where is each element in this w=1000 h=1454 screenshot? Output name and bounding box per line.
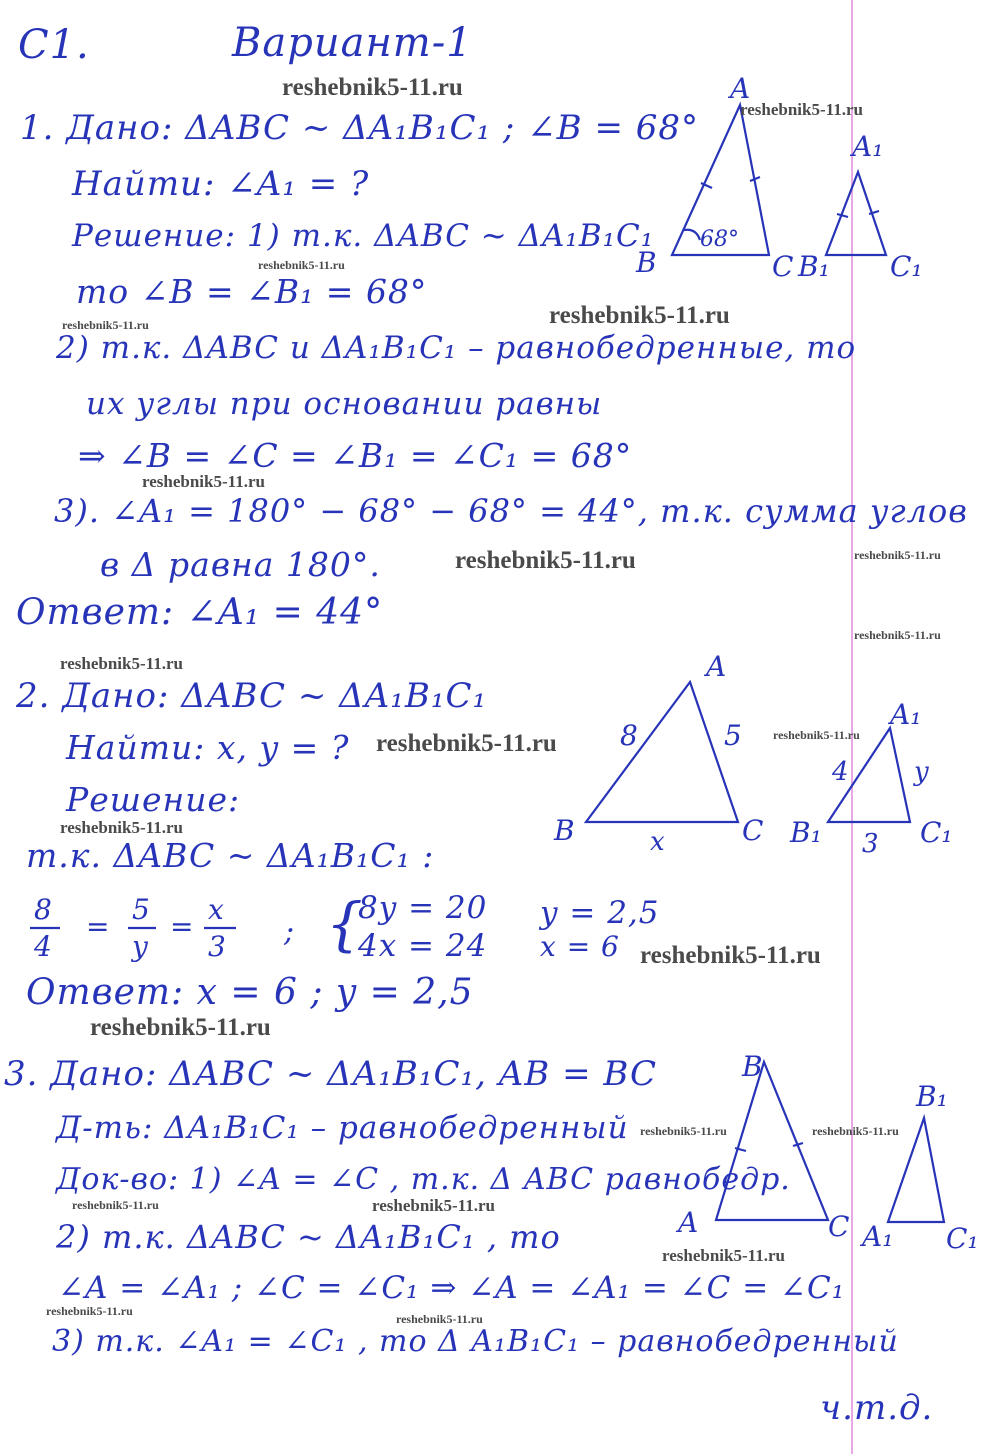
p1-solution-2c: ⇒ ∠B = ∠C = ∠B₁ = ∠C₁ = 68° (78, 436, 633, 475)
p2-fig-side-a1b1: 4 (832, 757, 849, 787)
p2-fig-label-b1: B₁ (790, 816, 822, 849)
p1-fig-label-b1: B₁ (798, 250, 830, 283)
p2-find: Найти: x, y = ? (66, 728, 350, 767)
p2-fig-side-b1c1: 3 (862, 829, 879, 859)
p3-fig-label-a1: A₁ (862, 1220, 894, 1253)
p2-system-brace: { (326, 890, 364, 958)
p2-fraction-2-den: y (132, 930, 149, 963)
watermark: reshebnik5-11.ru (396, 1312, 483, 1326)
p1-solution-1b: то ∠B = ∠B₁ = 68° (76, 272, 428, 311)
p2-result-x: x = 6 (540, 930, 620, 963)
p2-system-eq-2: 4x = 24 (358, 928, 488, 964)
watermark: reshebnik5-11.ru (258, 258, 345, 272)
p2-system-eq-1: 8y = 20 (358, 890, 488, 926)
p2-semicolon: ; (284, 914, 296, 949)
section-label: С1. (18, 22, 90, 68)
watermark: reshebnik5-11.ru (72, 1198, 159, 1212)
p1-fig-label-b: B (636, 246, 657, 279)
watermark: reshebnik5-11.ru (60, 818, 183, 837)
p3-proof-1: Док-во: 1) ∠A = ∠C , т.к. Δ ABC равнобедр. (56, 1162, 791, 1197)
p3-fig-label-a: A (678, 1206, 699, 1239)
watermark: reshebnik5-11.ru (773, 728, 860, 742)
p3-qed: ч.т.д. (820, 1388, 934, 1428)
p3-triangle-abc (716, 1062, 828, 1220)
watermark: reshebnik5-11.ru (62, 318, 149, 332)
watermark: reshebnik5-11.ru (372, 1196, 495, 1215)
p3-fig-label-b: B (742, 1050, 763, 1083)
p1-solution-3: 3). ∠A₁ = 180° − 68° − 68° = 44°, т.к. сумма углов (54, 492, 968, 530)
watermark: reshebnik5-11.ru (640, 942, 821, 969)
p3-proof-2b: ∠A = ∠A₁ ; ∠C = ∠C₁ ⇒ ∠A = ∠A₁ = ∠C = ∠C₁ (58, 1270, 846, 1306)
watermark: reshebnik5-11.ru (90, 1014, 271, 1041)
p3-fig-label-c: C (828, 1210, 850, 1243)
p2-fig-label-a1: A₁ (890, 698, 922, 731)
p1-answer: Ответ: ∠A₁ = 44° (16, 592, 384, 633)
p2-given: 2. Дано: ΔABC ~ ΔA₁B₁C₁ (16, 676, 488, 716)
p2-fig-side-ab: 8 (620, 719, 638, 752)
p1-fig-label-c1: C₁ (890, 250, 923, 283)
p2-fig-side-ac: 5 (724, 719, 742, 752)
p1-fig-label-a1: A₁ (852, 130, 884, 163)
p2-fig-label-c: C (742, 814, 764, 847)
watermark: reshebnik5-11.ru (740, 100, 863, 119)
p2-fig-label-c1: C₁ (920, 816, 953, 849)
p2-solution-line: т.к. ΔABC ~ ΔA₁B₁C₁ : (26, 836, 435, 875)
watermark: reshebnik5-11.ru (640, 1124, 727, 1138)
p2-solution-label: Решение: (66, 780, 241, 819)
watermark: reshebnik5-11.ru (282, 74, 463, 101)
p2-fraction-3-den: 3 (208, 930, 227, 963)
watermark: reshebnik5-11.ru (854, 548, 941, 562)
p2-fig-side-bc: x (650, 827, 665, 857)
watermark: reshebnik5-11.ru (549, 302, 730, 329)
p1-solution-3b: в Δ равна 180°. (100, 545, 381, 584)
p2-answer: Ответ: x = 6 ; y = 2,5 (26, 972, 474, 1013)
p1-find: Найти: ∠A₁ = ? (72, 164, 370, 204)
p3-fig-label-c1: C₁ (946, 1222, 979, 1255)
variant-title: Вариант-1 (232, 20, 473, 66)
p2-eq-sign-1: = (86, 910, 111, 943)
p3-proof-3: 3) т.к. ∠A₁ = ∠C₁ , то Δ A₁B₁C₁ – равнобедренный (52, 1324, 899, 1359)
p1-solution-2: 2) т.к. ΔABC и ΔA₁B₁C₁ – равнобедренные, то (56, 330, 857, 366)
p2-fig-side-a1c1: y (914, 757, 929, 787)
p3-proof-2: 2) т.к. ΔABC ~ ΔA₁B₁C₁ , то (56, 1218, 561, 1256)
p3-fig-label-b1: B₁ (916, 1080, 948, 1113)
p1-fig-label-c: C (772, 250, 794, 283)
watermark: reshebnik5-11.ru (455, 547, 636, 574)
p1-solution-1: Решение: 1) т.к. ΔABC ~ ΔA₁B₁C₁ (72, 218, 655, 254)
watermark: reshebnik5-11.ru (662, 1246, 785, 1265)
p1-given: 1. Дано: ΔABC ~ ΔA₁B₁C₁ ; ∠B = 68° (20, 108, 700, 148)
p2-fig-label-b: B (554, 814, 575, 847)
watermark: reshebnik5-11.ru (854, 628, 941, 642)
p2-fraction-3-num: x (208, 893, 225, 926)
p3-prove: Д-ть: ΔA₁B₁C₁ – равнобедренный (56, 1110, 629, 1146)
p3-given: 3. Дано: ΔABC ~ ΔA₁B₁C₁, AB = BC (4, 1054, 658, 1094)
p1-fig-angle-label: 68° (700, 227, 739, 252)
p2-fraction-1-den: 4 (34, 930, 53, 963)
watermark: reshebnik5-11.ru (60, 654, 183, 673)
p1-fig-label-a: A (730, 72, 751, 105)
p2-fraction-1-num: 8 (34, 893, 53, 926)
p2-fig-label-a: A (706, 650, 727, 683)
watermark: reshebnik5-11.ru (376, 730, 557, 757)
watermark: reshebnik5-11.ru (46, 1304, 133, 1318)
watermark: reshebnik5-11.ru (812, 1124, 899, 1138)
p2-fraction-2-num: 5 (132, 893, 151, 926)
watermark: reshebnik5-11.ru (142, 472, 265, 491)
p2-result-y: y = 2,5 (540, 895, 660, 931)
p1-solution-2b: их углы при основании равны (86, 386, 603, 422)
p2-eq-sign-2: = (170, 910, 195, 943)
